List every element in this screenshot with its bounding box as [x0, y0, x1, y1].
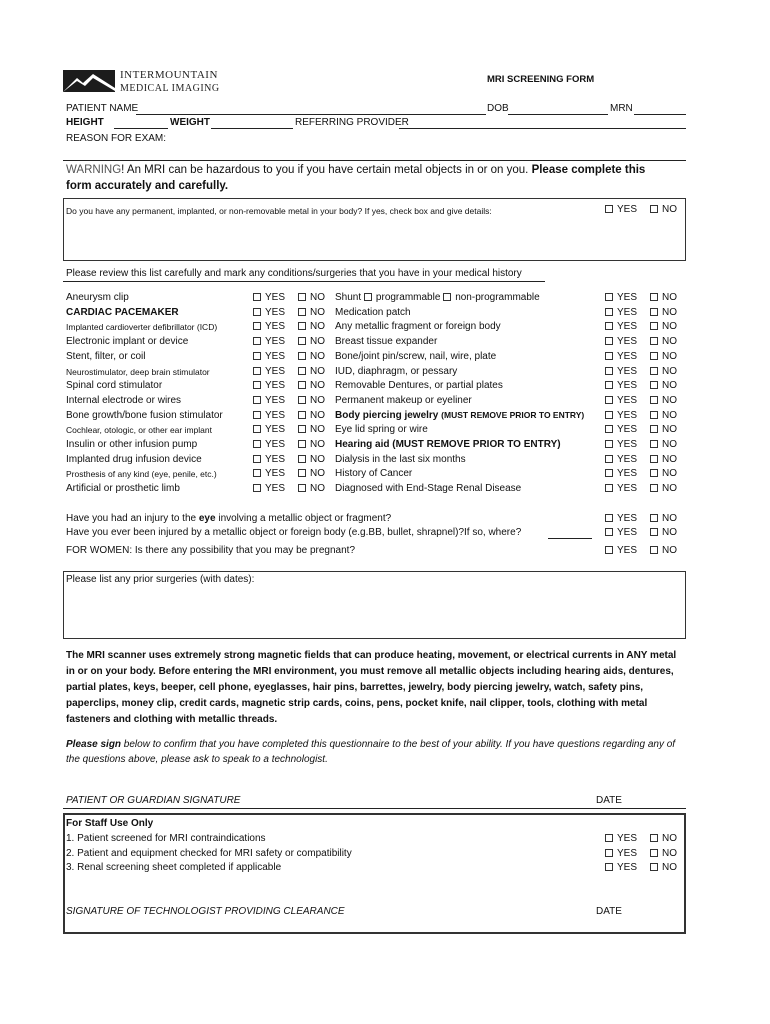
checkbox-icon [605, 396, 613, 404]
left-condition-no-checkbox-6[interactable]: NO [298, 380, 325, 391]
left-condition-no-checkbox-9[interactable]: NO [298, 424, 325, 435]
left-condition-label: Spinal cord stimulator [66, 380, 163, 391]
left-condition-label: Neurostimulator, deep brain stimulator [66, 367, 210, 377]
right-condition-label: Any metallic fragment or foreign body [335, 321, 501, 332]
right-condition-label: Dialysis in the last six months [335, 454, 466, 465]
right-condition-yes-checkbox-3[interactable]: YES [605, 336, 637, 347]
checkbox-icon [253, 455, 261, 463]
right-condition-no-checkbox-0[interactable]: NO [650, 292, 677, 303]
mrn-label: MRN [610, 103, 633, 114]
left-condition-no-checkbox-1[interactable]: NO [298, 307, 325, 318]
checkbox-icon [650, 411, 658, 419]
left-condition-label: Cochlear, otologic, or other ear implant [66, 425, 212, 435]
right-condition-label: Breast tissue expander [335, 336, 438, 347]
tech-signature-label: SIGNATURE OF TECHNOLOGIST PROVIDING CLEARANCE [66, 906, 345, 917]
right-condition-yes-checkbox-2[interactable]: YES [605, 321, 637, 332]
left-condition-label: CARDIAC PACEMAKER [66, 307, 179, 318]
checkbox-icon [605, 514, 613, 522]
divider [63, 160, 686, 161]
height-field[interactable] [114, 128, 168, 129]
left-condition-no-checkbox-2[interactable]: NO [298, 321, 325, 332]
checkbox-icon [605, 469, 613, 477]
right-condition-no-checkbox-12[interactable]: NO [650, 468, 677, 479]
right-condition-label: Eye lid spring or wire [335, 424, 428, 435]
dob-field[interactable] [508, 114, 608, 115]
right-condition-no-checkbox-11[interactable]: NO [650, 454, 677, 465]
left-condition-yes-checkbox-13[interactable]: YES [253, 483, 285, 494]
injury-no-checkbox[interactable]: NO [650, 527, 677, 538]
checkbox-icon [605, 205, 613, 213]
right-condition-yes-checkbox-7[interactable]: YES [605, 395, 637, 406]
right-condition-yes-checkbox-10[interactable]: YES [605, 439, 637, 450]
right-condition-no-checkbox-1[interactable]: NO [650, 307, 677, 318]
right-condition-label: Body piercing jewelry (MUST REMOVE PRIOR TO ENTRY) [335, 410, 585, 421]
checkbox-icon [298, 425, 306, 433]
checkbox-icon [298, 352, 306, 360]
checkbox-icon [605, 411, 613, 419]
left-condition-no-checkbox-3[interactable]: NO [298, 336, 325, 347]
checkbox-icon [650, 308, 658, 316]
metal-no-checkbox[interactable]: NO [650, 204, 677, 215]
injury-where-field[interactable] [548, 538, 592, 539]
injury-question: Have you ever been injured by a metallic object or foreign body (e.g.BB, bullet, shrapnel)?If so, where? [66, 527, 522, 538]
right-condition-label: IUD, diaphragm, or pessary [335, 366, 458, 377]
checkbox-icon [298, 440, 306, 448]
mrn-field[interactable] [634, 114, 686, 115]
checkbox-icon [650, 546, 658, 554]
tech-date-label: DATE [596, 906, 622, 917]
left-condition-label: Prosthesis of any kind (eye, penile, etc.) [66, 469, 217, 479]
warning-body: ! An MRI can be hazardous to you if you have certain metal objects in or on you. [121, 164, 529, 176]
checkbox-icon [605, 834, 613, 842]
checkbox-icon[interactable] [443, 293, 451, 301]
checkbox-icon [605, 455, 613, 463]
pregnant-no-checkbox[interactable]: NO [650, 545, 677, 556]
left-condition-yes-checkbox-1[interactable]: YES [253, 307, 285, 318]
referring-provider-field[interactable] [399, 128, 686, 129]
left-condition-yes-checkbox-0[interactable]: YES [253, 292, 285, 303]
checkbox-icon [253, 411, 261, 419]
checkbox-icon [253, 322, 261, 330]
referring-provider-label: REFERRING PROVIDER [295, 117, 409, 128]
right-condition-no-checkbox-9[interactable]: NO [650, 424, 677, 435]
prior-surgeries-label: Please list any prior surgeries (with dates): [66, 574, 255, 585]
weight-field[interactable] [211, 128, 293, 129]
left-condition-yes-checkbox-3[interactable]: YES [253, 336, 285, 347]
checkbox-icon [605, 308, 613, 316]
right-condition-no-checkbox-2[interactable]: NO [650, 321, 677, 332]
patient-signature-label: PATIENT OR GUARDIAN SIGNATURE [66, 795, 241, 806]
checkbox-icon [650, 367, 658, 375]
review-instruction: Please review this list carefully and mark any conditions/surgeries that you have in your medical history [66, 268, 522, 279]
staff-item-3: 3. Renal screening sheet completed if applicable [66, 862, 282, 873]
checkbox-icon [253, 381, 261, 389]
left-condition-label: Internal electrode or wires [66, 395, 182, 406]
right-condition-no-checkbox-13[interactable]: NO [650, 483, 677, 494]
left-condition-yes-checkbox-11[interactable]: YES [253, 454, 285, 465]
checkbox-icon [605, 849, 613, 857]
right-condition-label: Bone/joint pin/screw, nail, wire, plate [335, 351, 497, 362]
eye-no-checkbox[interactable]: NO [650, 513, 677, 524]
left-condition-label: Implanted cardioverter defibrillator (ICD) [66, 322, 218, 332]
pregnancy-question: FOR WOMEN: Is there any possibility that you may be pregnant? [66, 545, 356, 556]
metal-question: Do you have any permanent, implanted, or non-removable metal in your body? If yes, check box and give details: [66, 206, 492, 216]
checkbox-icon [650, 834, 658, 842]
checkbox-icon [605, 381, 613, 389]
checkbox-icon [650, 849, 658, 857]
eye-injury-question: Have you had an injury to the eye involving a metallic object or fragment? [66, 513, 392, 524]
reason-label: REASON FOR EXAM: [66, 133, 167, 144]
right-condition-yes-checkbox-0[interactable]: YES [605, 292, 637, 303]
checkbox-icon [650, 425, 658, 433]
left-condition-yes-checkbox-10[interactable]: YES [253, 439, 285, 450]
left-condition-yes-checkbox-12[interactable]: YES [253, 468, 285, 479]
checkbox-icon [650, 381, 658, 389]
staff-1-yes-checkbox[interactable]: YES [605, 833, 637, 844]
checkbox-icon [253, 293, 261, 301]
checkbox-icon [298, 337, 306, 345]
height-label: HEIGHT [66, 117, 104, 128]
checkbox-icon [253, 396, 261, 404]
left-condition-no-checkbox-8[interactable]: NO [298, 410, 325, 421]
warning-bold-line2: form accurately and carefully. [66, 180, 229, 192]
metal-yes-checkbox[interactable]: YES [605, 204, 637, 215]
warning-bold: Please complete this [531, 164, 646, 176]
left-condition-yes-checkbox-4[interactable]: YES [253, 351, 285, 362]
right-condition-no-checkbox-8[interactable]: NO [650, 410, 677, 421]
checkbox-icon [298, 484, 306, 492]
left-condition-label: Stent, filter, or coil [66, 351, 146, 362]
left-condition-label: Insulin or other infusion pump [66, 439, 198, 450]
checkbox-icon [298, 308, 306, 316]
checkbox-icon [253, 337, 261, 345]
checkbox-icon [253, 352, 261, 360]
org-name-line2: MEDICAL IMAGING [120, 83, 220, 94]
org-name-line1: INTERMOUNTAIN [120, 69, 218, 81]
checkbox-icon [605, 425, 613, 433]
checkbox-icon [605, 322, 613, 330]
patient-date-label: DATE [596, 795, 622, 806]
checkbox-icon [650, 337, 658, 345]
right-condition-yes-checkbox-11[interactable]: YES [605, 454, 637, 465]
right-condition-yes-checkbox-9[interactable]: YES [605, 424, 637, 435]
checkbox-icon [298, 396, 306, 404]
checkbox-icon [605, 484, 613, 492]
left-condition-no-checkbox-12[interactable]: NO [298, 468, 325, 479]
checkbox-icon [298, 469, 306, 477]
checkbox-icon [650, 293, 658, 301]
right-condition-no-checkbox-6[interactable]: NO [650, 380, 677, 391]
left-condition-label: Artificial or prosthetic limb [66, 483, 180, 494]
checkbox-icon [298, 411, 306, 419]
right-condition-label: Medication patch [335, 307, 411, 318]
left-condition-yes-checkbox-5[interactable]: YES [253, 366, 285, 377]
staff-2-no-checkbox[interactable]: NO [650, 848, 677, 859]
checkbox-icon [253, 469, 261, 477]
checkbox-icon [650, 514, 658, 522]
left-condition-no-checkbox-4[interactable]: NO [298, 351, 325, 362]
checkbox-icon [298, 381, 306, 389]
right-condition-yes-checkbox-4[interactable]: YES [605, 351, 637, 362]
right-condition-yes-checkbox-5[interactable]: YES [605, 366, 637, 377]
checkbox-icon [298, 322, 306, 330]
checkbox-icon [605, 546, 613, 554]
warning-label: WARNING [66, 164, 122, 176]
staff-3-no-checkbox[interactable]: NO [650, 862, 677, 873]
right-condition-yes-checkbox-6[interactable]: YES [605, 380, 637, 391]
checkbox-icon [650, 469, 658, 477]
left-condition-no-checkbox-7[interactable]: NO [298, 395, 325, 406]
right-condition-yes-checkbox-12[interactable]: YES [605, 468, 637, 479]
left-condition-label: Aneurysm clip [66, 292, 129, 303]
right-condition-yes-checkbox-1[interactable]: YES [605, 307, 637, 318]
checkbox-icon [605, 440, 613, 448]
right-condition-label: History of Cancer [335, 468, 413, 479]
left-condition-label: Bone growth/bone fusion stimulator [66, 410, 223, 421]
checkbox-icon [253, 308, 261, 316]
checkbox-icon [298, 293, 306, 301]
left-condition-no-checkbox-5[interactable]: NO [298, 366, 325, 377]
staff-item-1: 1. Patient screened for MRI contraindications [66, 833, 266, 844]
right-condition-label: Diagnosed with End-Stage Renal Disease [335, 483, 522, 494]
checkbox-icon [605, 337, 613, 345]
right-condition-no-checkbox-10[interactable]: NO [650, 439, 677, 450]
pregnant-yes-checkbox[interactable]: YES [605, 545, 637, 556]
right-condition-yes-checkbox-8[interactable]: YES [605, 410, 637, 421]
weight-label: WEIGHT [170, 117, 210, 128]
left-condition-no-checkbox-10[interactable]: NO [298, 439, 325, 450]
checkbox-icon [650, 440, 658, 448]
checkbox-icon [650, 322, 658, 330]
magnet-warning-paragraph: The MRI scanner uses extremely strong magnetic fields that can produce heating, movement, or electrical currents in ANY metal in or on your body. Before entering the MRI environment, you must remove all metallic objects including hearing aids, dentures, partial plates, keys, beeper, cell phone, eyeglasses, hair pins, barrettes, jewelry, body piercing jewelry, watch, safety pins, paperclips, money clip, credit cards, magnetic strip cards, coins, pens, pocket knife, nail clipper, tools, clothing with metal fasteners and clothing with metallic threads. [66, 650, 677, 725]
left-condition-label: Implanted drug infusion device [66, 454, 202, 465]
warning-text [66, 164, 645, 176]
left-condition-yes-checkbox-9[interactable]: YES [253, 424, 285, 435]
patient-signature-line[interactable] [63, 808, 686, 809]
form-title: MRI SCREENING FORM [487, 74, 595, 85]
right-condition-yes-checkbox-13[interactable]: YES [605, 483, 637, 494]
staff-item-2: 2. Patient and equipment checked for MRI safety or compatibility [66, 848, 352, 859]
staff-1-no-checkbox[interactable]: NO [650, 833, 677, 844]
right-condition-label: Permanent makeup or eyeliner [335, 395, 472, 406]
staff-title: For Staff Use Only [66, 818, 154, 829]
staff-2-yes-checkbox[interactable]: YES [605, 848, 637, 859]
right-condition-label: Hearing aid (MUST REMOVE PRIOR TO ENTRY) [335, 439, 561, 450]
checkbox-icon [650, 863, 658, 871]
checkbox-icon [650, 455, 658, 463]
checkbox-icon [650, 396, 658, 404]
checkbox-icon [650, 528, 658, 536]
left-condition-yes-checkbox-6[interactable]: YES [253, 380, 285, 391]
checkbox-icon [605, 293, 613, 301]
checkbox-icon [253, 440, 261, 448]
checkbox-icon [253, 367, 261, 375]
left-condition-label: Electronic implant or device [66, 336, 189, 347]
checkbox-icon [605, 352, 613, 360]
checkbox-icon [253, 425, 261, 433]
checkbox-icon [605, 367, 613, 375]
sign-instruction: Please sign below to confirm that you have completed this questionnaire to the best of your ability. If you have questions regarding any of the questions above, please ask to speak to a technologist. [66, 739, 676, 765]
checkbox-icon [253, 484, 261, 492]
left-condition-no-checkbox-11[interactable]: NO [298, 454, 325, 465]
dob-label: DOB [487, 103, 509, 114]
patient-name-field[interactable] [136, 114, 486, 115]
checkbox-icon [298, 455, 306, 463]
checkbox-icon [605, 528, 613, 536]
checkbox-icon [298, 367, 306, 375]
patient-name-label: PATIENT NAME [66, 103, 139, 114]
checkbox-icon [650, 484, 658, 492]
right-condition-label: Shunt programmable non-programmable [335, 292, 540, 303]
intermountain-logo-icon [63, 70, 115, 92]
checkbox-icon [650, 352, 658, 360]
eye-yes-checkbox[interactable]: YES [605, 513, 637, 524]
left-condition-yes-checkbox-2[interactable]: YES [253, 321, 285, 332]
left-condition-no-checkbox-13[interactable]: NO [298, 483, 325, 494]
checkbox-icon[interactable] [364, 293, 372, 301]
right-condition-label: Removable Dentures, or partial plates [335, 380, 503, 391]
left-condition-yes-checkbox-7[interactable]: YES [253, 395, 285, 406]
right-condition-no-checkbox-7[interactable]: NO [650, 395, 677, 406]
right-condition-no-checkbox-4[interactable]: NO [650, 351, 677, 362]
right-condition-no-checkbox-5[interactable]: NO [650, 366, 677, 377]
checkbox-icon [650, 205, 658, 213]
injury-yes-checkbox[interactable]: YES [605, 527, 637, 538]
checkbox-icon [605, 863, 613, 871]
staff-3-yes-checkbox[interactable]: YES [605, 862, 637, 873]
review-underline [63, 281, 545, 282]
right-condition-no-checkbox-3[interactable]: NO [650, 336, 677, 347]
left-condition-yes-checkbox-8[interactable]: YES [253, 410, 285, 421]
left-condition-no-checkbox-0[interactable]: NO [298, 292, 325, 303]
